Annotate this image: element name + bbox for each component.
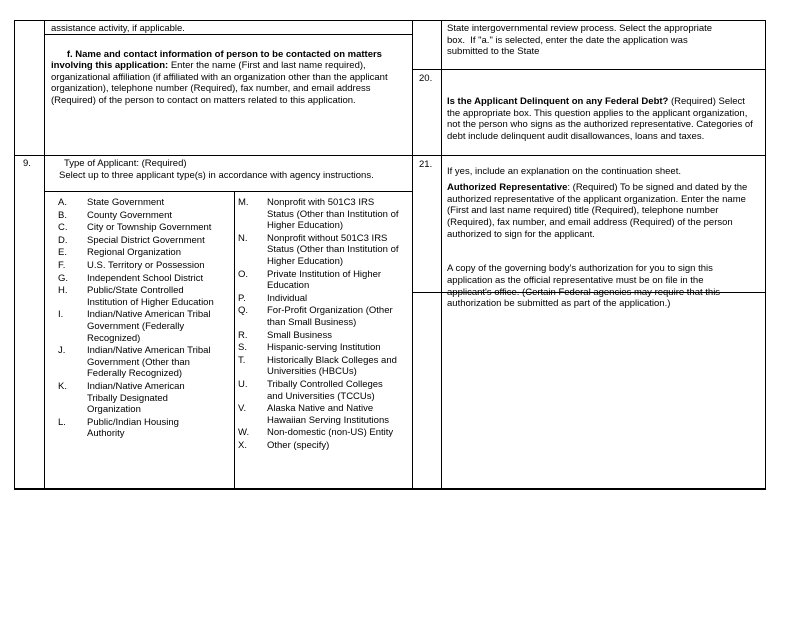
applicant-type-letter: A. [58, 197, 67, 208]
applicant-type-item [238, 330, 408, 342]
left-continuation-text: assistance activity, if applicable. [51, 23, 185, 34]
applicant-type-label: City or Township Government [87, 222, 212, 234]
item-20-body: (Required) Select the appropriate box. This question applies to the applicant organization, not the person who signs as the authorized representative. Categories of debt include delinquent audit disallowances, loans and taxes. [447, 96, 756, 142]
applicant-type-letter: N. [238, 232, 248, 244]
applicant-type-item [58, 381, 230, 416]
applicant-type-label: Indian/Native American Tribal Government (Federally Recognized) [87, 309, 211, 344]
applicant-type-letter: F. [58, 259, 66, 271]
applicant-type-item [58, 285, 230, 308]
item-20-number: 20. [419, 73, 433, 84]
applicant-type-letter: E. [58, 247, 67, 259]
applicant-type-label: Individual [267, 292, 308, 304]
applicant-type-label: Nonprofit without 501C3 IRS Status (Other than Institution of Higher Education) [267, 232, 399, 267]
applicant-type-item [58, 417, 230, 440]
applicant-type-label: Historically Black Colleges and Universities (HBCUs) [267, 354, 397, 378]
applicant-type-letter: S. [238, 342, 247, 354]
applicant-type-letter: T. [238, 354, 246, 366]
applicant-type-label: Regional Organization [87, 247, 182, 259]
applicant-type-letter: K. [58, 380, 67, 392]
applicant-type-letter: Q. [238, 305, 249, 317]
applicant-type-item [58, 345, 230, 380]
applicant-type-label: U.S. Territory or Possession [87, 259, 205, 271]
item-f-body: Enter the name (First and last name required), organizational affiliation (if affiliated with an organization other than the applicant organization), telephone number (Required), fax number, and email address (Required) of the person to contact on matters related to this application. [51, 60, 391, 106]
applicant-type-letter: J. [58, 345, 66, 357]
applicant-type-letter: M. [238, 197, 249, 208]
applicant-type-letter: P. [238, 292, 246, 304]
applicant-type-item [238, 269, 408, 292]
applicant-type-letter: B. [58, 209, 67, 221]
applicant-type-letter: X. [238, 439, 247, 451]
applicant-type-letter: G. [58, 272, 69, 284]
right-continuation-text: State intergovernmental review process. Select the appropriate box. If "a." is selected, enter the date the application was submitted to the State [447, 23, 715, 58]
applicant-type-label: State Government [87, 197, 165, 208]
item-21-paragraph-2: A copy of the governing body's authorization for you to sign this application as the official representative must be on file in the applicant's office. (Certain Federal agencies may require that this authorization be submitted as part of the application.) [447, 263, 723, 310]
applicant-type-list-a-l [58, 197, 230, 441]
applicant-type-item [58, 210, 230, 222]
applicant-type-item [58, 197, 230, 209]
applicant-type-label: Non-domestic (non-US) Entity [267, 427, 394, 439]
applicant-type-letter: W. [238, 427, 250, 439]
applicant-type-label: Tribally Controlled Colleges and Universities (TCCUs) [267, 378, 383, 402]
item-9-subtitle: Select up to three applicant type(s) in accordance with agency instructions. [59, 170, 374, 181]
applicant-type-label: Alaska Native and Native Hawaiian Serving Institutions [267, 403, 389, 426]
applicant-type-item [238, 342, 408, 354]
grid-line-row [15, 155, 412, 156]
item-21-body: : (Required) To be signed and dated by the authorized representative of the applicant organization. Enter the name (First and last name required) title (Required), telephone number (Required), fax number, and email address (Required) of the person authorized to sign for the applicant. [447, 182, 750, 240]
grid-line-left-number-col [44, 21, 45, 488]
applicant-type-letter: L. [58, 416, 66, 428]
applicant-type-label: Nonprofit with 501C3 IRS Status (Other than Institution of Higher Education) [267, 197, 399, 232]
item-9-number: 9. [23, 158, 31, 169]
applicant-type-label: Other (specify) [267, 439, 330, 451]
applicant-type-item [238, 403, 408, 426]
applicant-type-item [238, 305, 408, 328]
item-20-note: If yes, include an explanation on the continuation sheet. [447, 165, 681, 177]
applicant-type-letter: C. [58, 222, 68, 234]
applicant-type-item [238, 427, 408, 439]
applicant-type-item [238, 355, 408, 378]
item-f-cell [51, 37, 409, 118]
item-9-title: Type of Applicant: (Required) [64, 158, 187, 169]
applicant-type-item [238, 233, 408, 268]
item-f-heading: f. Name and contact information of person to be contacted on matters involving this application: [51, 48, 385, 72]
applicant-type-item [238, 440, 408, 452]
applicant-type-label: Special District Government [87, 234, 205, 246]
item-21-heading: Authorized Representative [447, 182, 568, 194]
applicant-type-label: Independent School District [87, 272, 204, 284]
applicant-type-letter: R. [238, 329, 248, 341]
applicant-type-label: Public/Indian Housing Authority [87, 416, 179, 440]
applicant-type-letter: O. [238, 268, 249, 280]
applicant-type-label: Private Institution of Higher Education [267, 268, 382, 292]
applicant-type-item [238, 197, 408, 232]
applicant-type-label: Hispanic-serving Institution [267, 342, 381, 354]
applicant-type-item [58, 260, 230, 272]
applicant-type-item [58, 273, 230, 285]
applicant-type-letter: D. [58, 234, 68, 246]
applicant-type-letter: V. [238, 403, 247, 415]
item-20-heading: Is the Applicant Delinquent on any Federal Debt? [447, 96, 669, 108]
item-21-paragraph [447, 182, 749, 240]
applicant-type-letter: U. [238, 378, 248, 390]
item-21-number: 21. [419, 159, 433, 170]
applicant-type-label: Indian/Native American Tribally Designated Organization [87, 380, 185, 416]
applicant-type-label: For-Profit Organization (Other than Small Business) [267, 305, 393, 328]
applicant-type-item [58, 222, 230, 234]
applicant-type-letter: I. [58, 309, 64, 321]
applicant-type-label: County Government [87, 209, 173, 221]
applicant-type-label: Indian/Native American Tribal Government (Other than Federally Recognized) [87, 345, 211, 380]
grid-line-column-divider [412, 21, 413, 488]
grid-line-type-list-divider [234, 191, 235, 488]
instructions-table [14, 20, 766, 490]
applicant-type-item [238, 293, 408, 305]
item-21-cell [447, 159, 749, 333]
grid-line-right-number-col [441, 21, 442, 488]
applicant-type-item [238, 379, 408, 402]
grid-line-row [412, 69, 765, 70]
applicant-type-letter: H. [58, 285, 68, 297]
applicant-type-label: Small Business [267, 329, 332, 341]
applicant-type-item [58, 309, 230, 344]
applicant-type-item [58, 235, 230, 247]
applicant-type-label: Public/State Controlled Institution of Higher Education [87, 285, 214, 308]
item-20-paragraph [447, 96, 756, 142]
applicant-type-item [58, 247, 230, 259]
applicant-type-list-m-x [238, 197, 408, 452]
grid-line-type-list-top [44, 191, 412, 192]
